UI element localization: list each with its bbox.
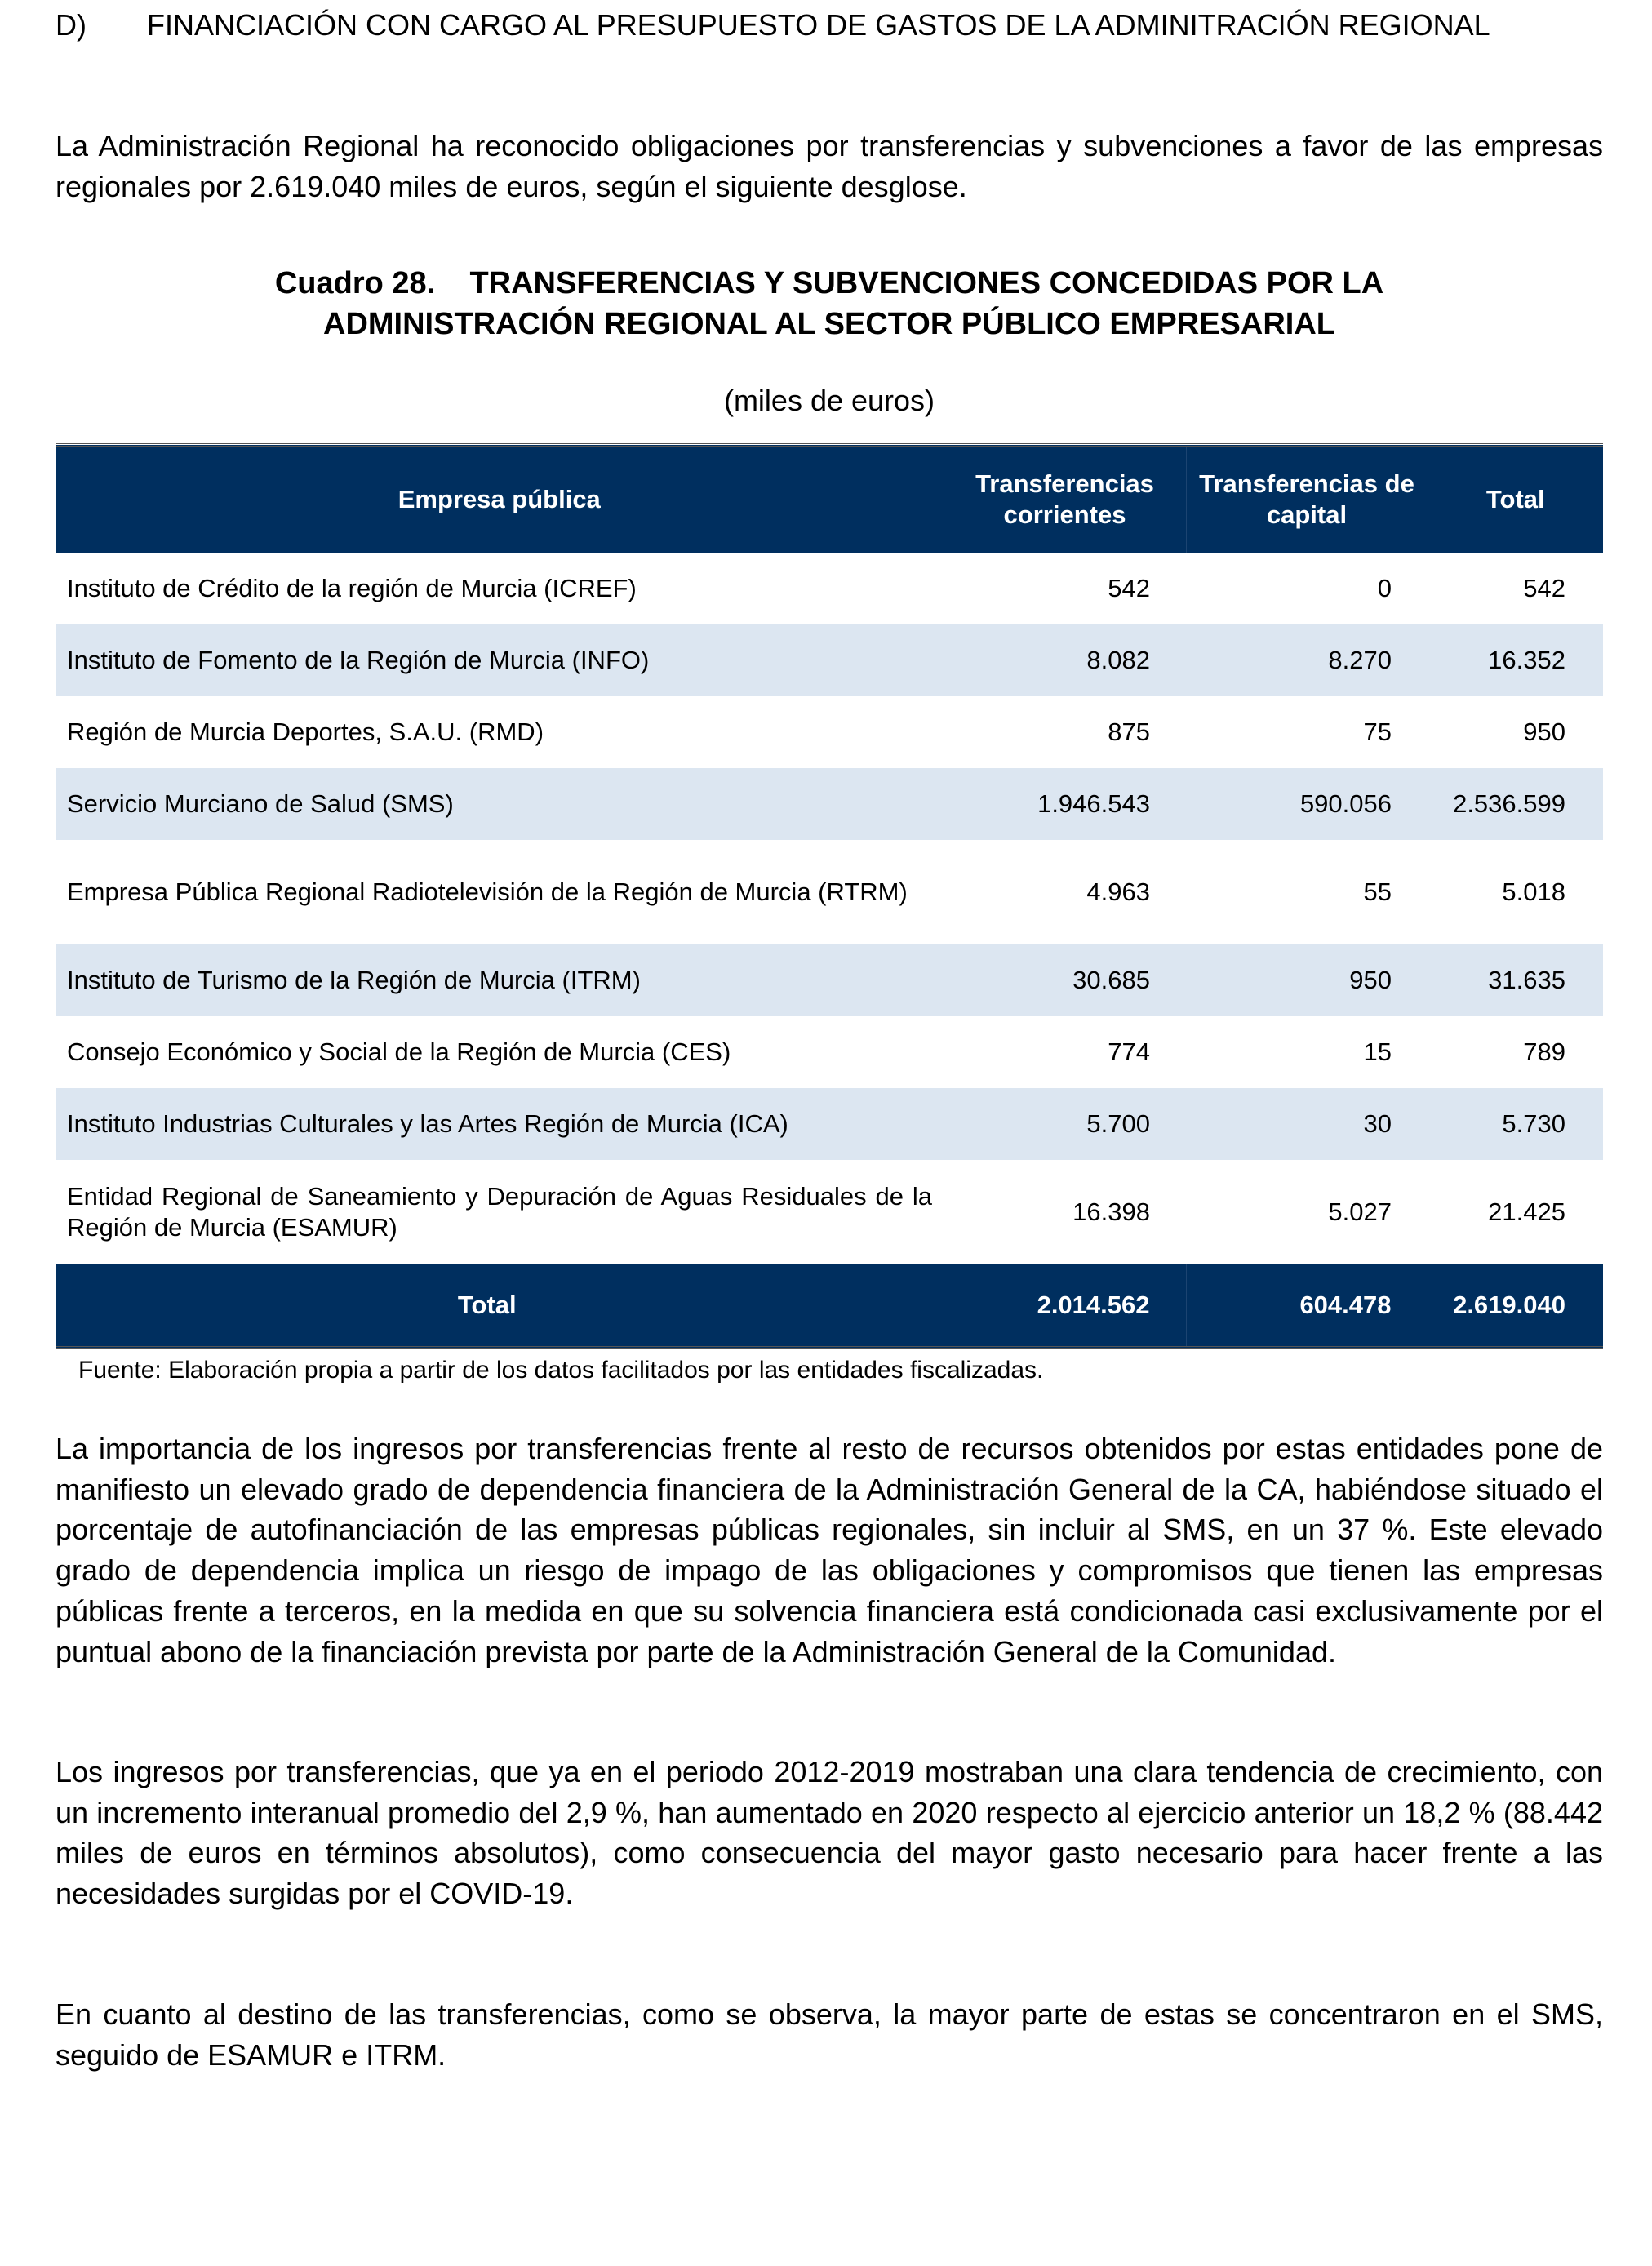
col-header-total: Total (1428, 445, 1603, 553)
company-name: Empresa Pública Regional Radiotelevisión de la Región de Murcia (RTRM) (67, 878, 908, 906)
body-paragraph: En cuanto al destino de las transferencias, como se observa, la mayor parte de estas se concentraron en el SMS, seguido de ESAMUR e ITRM. (56, 1997, 1603, 2072)
current-transfers: 30.685 (944, 944, 1186, 1016)
capital-transfers: 55 (1363, 878, 1392, 906)
company-name: Consejo Económico y Social de la Región de Murcia (CES) (67, 1037, 731, 1066)
current-transfers: 875 (1108, 718, 1150, 746)
company-name: Servicio Murciano de Salud (SMS) (56, 768, 944, 840)
body-paragraph: Los ingresos por transferencias, que ya en el periodo 2012-2019 mostraban una clara tendencia de crecimiento, con un incremento interanual promedio del 2,9 %, han aumentado en 2020 respecto al ejercicio anterior un 18,2 % (88.442 miles de euros en términos absolutos), como consecuencia del mayor gasto necesario para hacer frente a las necesidades surgidas por el COVID-19. (56, 1755, 1603, 1911)
table-row (56, 1016, 1603, 1088)
company-name: Instituto de Crédito de la región de Murcia (ICREF) (67, 574, 637, 602)
table-row (56, 840, 1603, 944)
capital-transfers: 590.056 (1186, 768, 1428, 840)
section-heading (56, 5, 1603, 46)
table-row (56, 553, 1603, 624)
row-total: 950 (1523, 718, 1565, 746)
current-transfers: 16.398 (1072, 1197, 1150, 1226)
body-paragraph: La importancia de los ingresos por transferencias frente al resto de recursos obtenidos por estas entidades pone de manifiesto un elevado grado de dependencia financiera de la Administración General de la CA, habiéndose situado el porcentaje de autofinanciación de las empresas públicas regionales, sin incluir al SMS, en un 37 %. Este elevado grado de dependencia implica un riesgo de impago de las obligaciones y compromisos que tienen las empresas públicas frente a terceros, en la medida en que su solvencia financiera está condicionada casi exclusivamente por el puntual abono de la financiación prevista por parte de la Administración General de la Comunidad. (56, 1432, 1603, 1668)
current-transfers: 542 (1108, 574, 1150, 602)
company-name: Instituto de Fomento de la Región de Murcia (INFO) (56, 624, 944, 696)
table-units: (miles de euros) (723, 384, 935, 417)
current-transfers: 5.700 (944, 1088, 1186, 1160)
total-row-total: 2.619.040 (1428, 1264, 1603, 1348)
table-title-line1: TRANSFERENCIAS Y SUBVENCIONES CONCEDIDAS POR LA (469, 266, 1384, 300)
table-row (56, 768, 1603, 840)
table-row (56, 1088, 1603, 1160)
current-transfers: 8.082 (944, 624, 1186, 696)
company-name: Región de Murcia Deportes, S.A.U. (RMD) (67, 718, 544, 746)
col-header-company: Empresa pública (56, 445, 944, 553)
current-transfers: 4.963 (1086, 878, 1150, 906)
row-total: 21.425 (1488, 1197, 1565, 1226)
company-name: Instituto Industrias Culturales y las Artes Región de Murcia (ICA) (56, 1088, 944, 1160)
transfers-table (56, 443, 1603, 1349)
capital-transfers: 950 (1186, 944, 1428, 1016)
row-total: 31.635 (1428, 944, 1603, 1016)
capital-transfers: 0 (1377, 574, 1392, 602)
company-name: Instituto de Turismo de la Región de Murcia (ITRM) (56, 944, 944, 1016)
row-total: 5.730 (1428, 1088, 1603, 1160)
capital-transfers: 30 (1186, 1088, 1428, 1160)
row-total: 16.352 (1428, 624, 1603, 696)
row-total: 2.536.599 (1428, 768, 1603, 840)
table-number: Cuadro 28. (274, 266, 436, 300)
section-title: FINANCIACIÓN CON CARGO AL PRESUPUESTO DE GASTOS DE LA ADMINITRACIÓN REGIONAL (147, 8, 1490, 42)
capital-transfers: 8.270 (1186, 624, 1428, 696)
col-header-capital: Transferencias de capital (1186, 445, 1428, 553)
total-capital-transfers: 604.478 (1186, 1264, 1428, 1348)
row-total: 5.018 (1502, 878, 1565, 906)
capital-transfers: 15 (1363, 1037, 1392, 1066)
table-header-row (56, 445, 1603, 553)
table-total-row (56, 1264, 1603, 1348)
table-row (56, 1160, 1603, 1264)
capital-transfers: 5.027 (1328, 1197, 1392, 1226)
capital-transfers: 75 (1363, 718, 1392, 746)
table-row (56, 624, 1603, 696)
table-title (56, 263, 1603, 344)
row-total: 542 (1523, 574, 1565, 602)
table-source: Fuente: Elaboración propia a partir de los datos facilitados por las entidades fiscalizadas. (78, 1357, 1044, 1384)
col-header-current: Transferencias corrientes (944, 445, 1186, 553)
intro-paragraph: La Administración Regional ha reconocido obligaciones por transferencias y subvenciones a favor de las empresas regionales por 2.619.040 miles de euros, según el siguiente desglose. (56, 129, 1603, 203)
section-letter: D) (56, 8, 87, 42)
current-transfers: 1.946.543 (944, 768, 1186, 840)
company-name: Entidad Regional de Saneamiento y Depuración de Aguas Residuales de la Región de Murcia (ESAMUR) (67, 1182, 932, 1242)
table-row (56, 696, 1603, 768)
current-transfers: 774 (1108, 1037, 1150, 1066)
total-label: Total (56, 1264, 944, 1348)
total-current-transfers: 2.014.562 (944, 1264, 1186, 1348)
table-title-line2: ADMINISTRACIÓN REGIONAL AL SECTOR PÚBLICO EMPRESARIAL (323, 307, 1335, 341)
table-row (56, 944, 1603, 1016)
row-total: 789 (1523, 1037, 1565, 1066)
